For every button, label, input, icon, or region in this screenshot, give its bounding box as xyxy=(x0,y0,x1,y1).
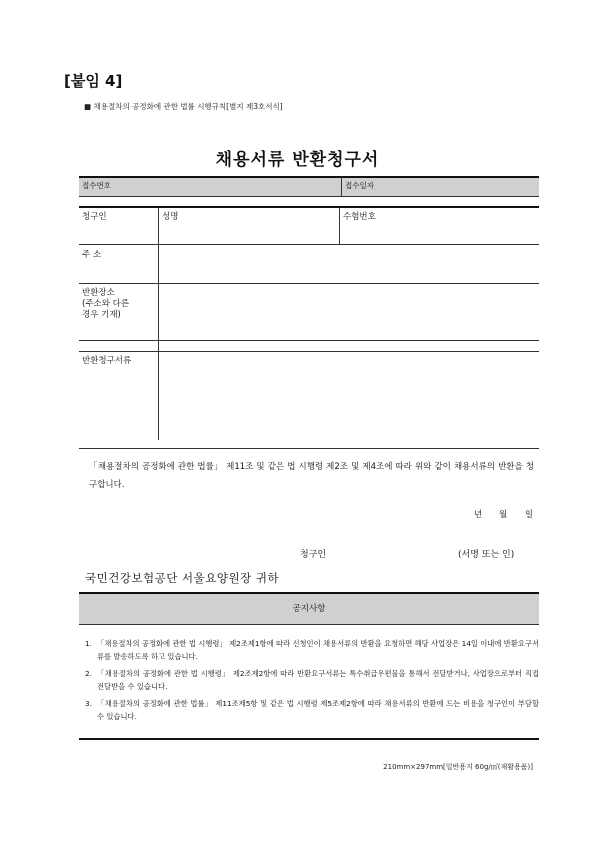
requester-label: 청구인 xyxy=(82,212,107,222)
address-label: 주 소 xyxy=(82,250,102,260)
notice-item-text: 「채용절차의 공정화에 관한 법률」 제11조제5항 및 같은 법 시행령 제5조제2항에 따라 채용서류의 반환에 드는 비용을 청구인이 부담할 수 있습니다. xyxy=(97,699,539,721)
documents-row-top-border xyxy=(79,351,539,352)
form-top-border xyxy=(79,176,539,178)
requester-row-border xyxy=(79,244,539,245)
name-label: 성명 xyxy=(162,212,179,222)
notice-item-number: 2. xyxy=(85,669,92,678)
return-place-note-line2: 경우 기재) xyxy=(82,310,121,320)
notice-item xyxy=(79,697,539,723)
receipt-row-border xyxy=(79,196,539,197)
receipt-number-label: 접수번호 xyxy=(82,181,111,190)
name-exam-divider xyxy=(339,208,340,244)
return-place-label: 반환장소 xyxy=(82,288,115,298)
form-bottom-border xyxy=(79,738,539,740)
legal-basis-text: ■ 채용절차의 공정화에 관한 법률 시행규칙[별지 제3호서식] xyxy=(84,102,283,111)
documents-row-bottom-border xyxy=(79,448,539,449)
date-year-label: 년 xyxy=(474,510,483,520)
documents-label: 반환청구서류 xyxy=(82,356,132,366)
attachment-label: [붙임 4] xyxy=(64,72,123,90)
notice-title: 공지사항 xyxy=(292,604,326,614)
receipt-date-label: 접수일자 xyxy=(345,181,374,190)
receipt-divider xyxy=(341,177,342,196)
form-title: 채용서류 반환청구서 xyxy=(215,150,380,170)
notice-item xyxy=(79,667,539,693)
notice-item xyxy=(79,637,539,663)
request-statement: 「채용절차의 공정화에 관한 법률」 제11조 및 같은 법 시행령 제2조 및 제4조에 따라 위와 같이 채용서류의 반환을 청구합니다. xyxy=(89,462,534,490)
date-day-label: 일 xyxy=(525,510,534,520)
date-month-label: 월 xyxy=(499,510,508,520)
notice-item-text: 「채용절차의 공정화에 관한 법 시행령」 제2조제2항에 따라 반환요구서류는 특수취급우편물을 통해서 전달받거나, 사업장으로부터 직접 전달받을 수 있습니다. xyxy=(97,669,539,691)
receipt-row-background xyxy=(79,177,539,196)
signature-note: (서명 또는 인) xyxy=(458,550,515,560)
notice-header-border xyxy=(79,624,539,625)
applicant-section-border xyxy=(79,206,539,208)
notice-item-number: 1. xyxy=(85,639,92,648)
address-row-border xyxy=(79,283,539,284)
paper-spec-footer: 210mm×297mm[일반용지 60g/㎡(재활용품)] xyxy=(383,763,533,771)
label-column-divider xyxy=(158,208,159,440)
notice-item-number: 3. xyxy=(85,699,92,708)
notice-item-text: 「채용절차의 공정화에 관한 법 시행령」 제2조제1항에 따라 신청인이 채용서류의 반환을 요청하면 해당 사업장은 14일 이내에 반환요구서류를 발송하도록 하고 있습니다. xyxy=(97,639,539,661)
addressee: 국민건강보험공단 서울요양원장 귀하 xyxy=(85,571,280,585)
return-place-row-border xyxy=(79,340,539,341)
exam-number-label: 수험번호 xyxy=(343,212,376,222)
return-place-note-line1: (주소와 다른 xyxy=(82,299,130,309)
notice-top-border xyxy=(79,592,539,594)
signature-requester-label: 청구인 xyxy=(300,550,327,560)
